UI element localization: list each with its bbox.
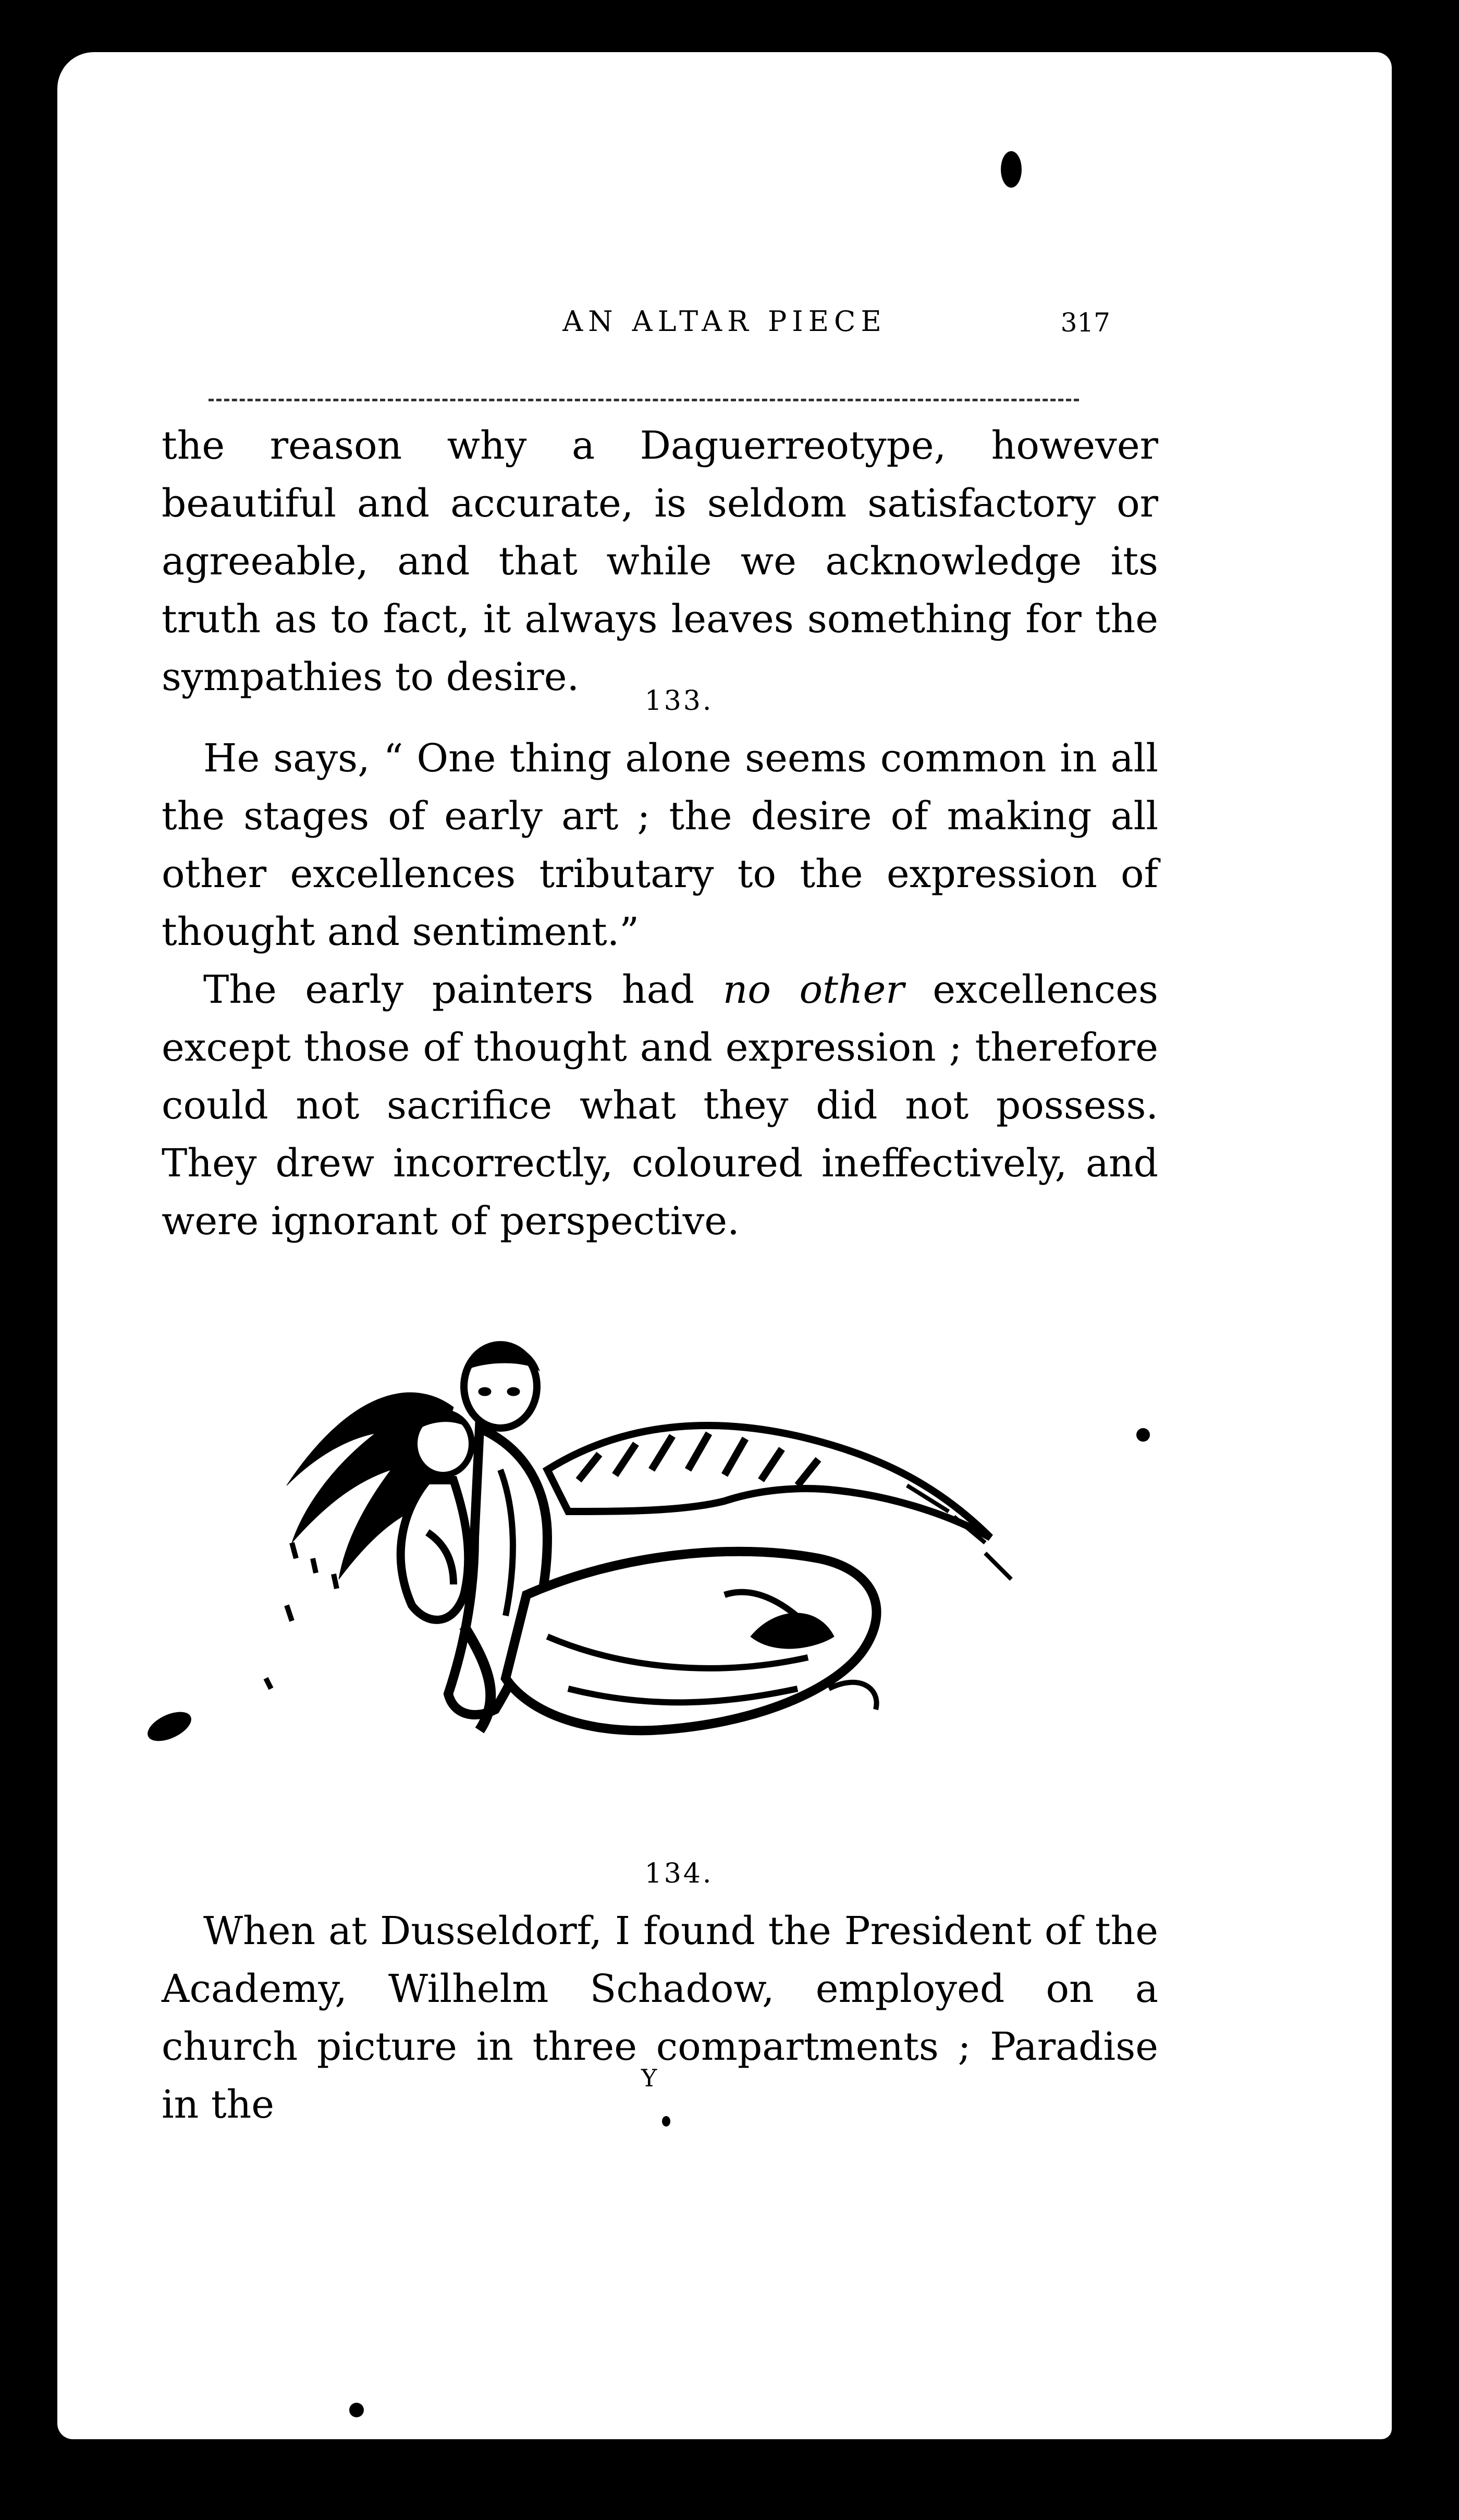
section-134-paragraph: When at Dusseldorf, I found the President of the Academy, Wilhelm Schadow, employed on a church picture in three compartments ; Paradise in the	[162, 1909, 1158, 2127]
paragraph-2-start: The early painters had	[203, 967, 723, 1012]
running-title: AN ALTAR PIECE	[562, 305, 887, 338]
section-134-text	[162, 1902, 1158, 2134]
scan-speck	[1001, 151, 1022, 188]
signature-mark: Y	[641, 2064, 657, 2092]
running-head	[57, 305, 1392, 347]
scan-speck	[662, 2116, 670, 2126]
section-number-133: 133.	[644, 685, 714, 717]
section-133-paragraph-1: He says, “ One thing alone seems common in all the stages of early art ; the desire of making all other excellences tributary to the expression of thought and sentiment.”	[162, 736, 1158, 954]
scan-speck	[1136, 1428, 1150, 1442]
section-133-text	[162, 730, 1158, 1250]
paragraph-2-end: excellences except those of thought and expression ; therefore could not sacrifice what they did not possess. They drew incorrectly, coloured ineffectively, and were ignorant of perspective.	[162, 967, 1158, 1244]
continuation-text	[162, 417, 1158, 706]
book-page	[57, 52, 1392, 2439]
page-number: 317	[1060, 308, 1110, 338]
scan-speck	[349, 2403, 364, 2417]
section-133-paragraph-2	[162, 961, 1158, 1250]
italic-emphasis: no other	[722, 967, 904, 1012]
continuation-paragraph: the reason why a Daguerreotype, however beautiful and accurate, is seldom satisfactory or agreeable, and that while we acknowledge its truth as to fact, it always leaves something for the sympathies to desire.	[162, 423, 1158, 699]
header-rule	[209, 399, 1079, 401]
angel-illustration	[255, 1313, 1142, 1809]
section-number-134: 134.	[644, 1858, 714, 1889]
scan-speck	[143, 1706, 196, 1747]
